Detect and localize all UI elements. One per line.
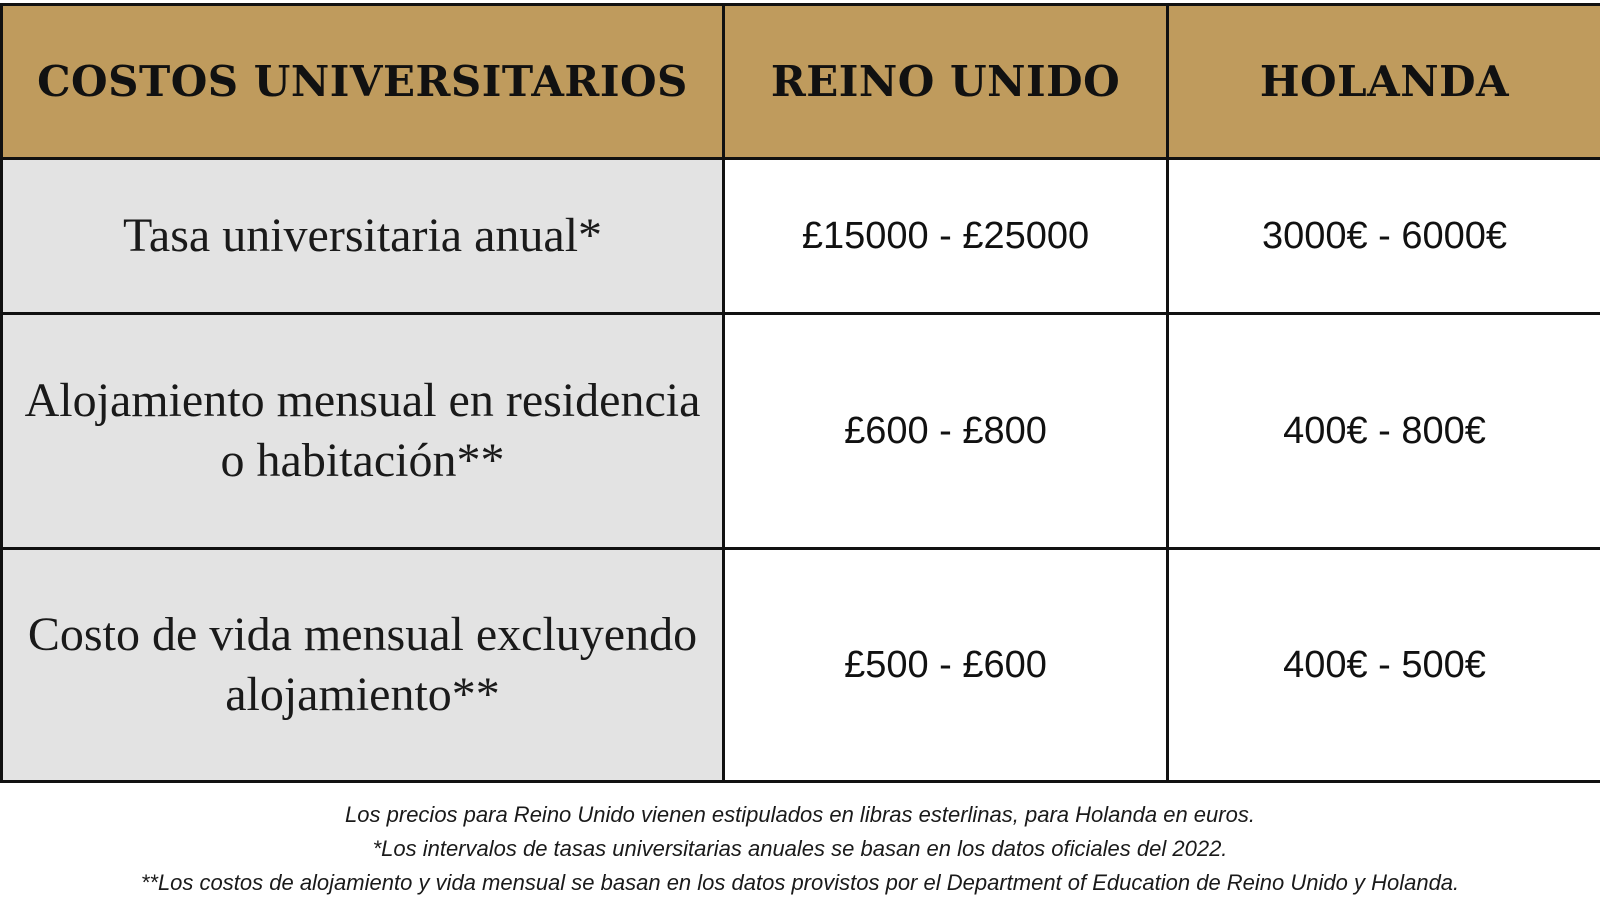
table-row bbox=[2, 314, 1600, 549]
cell-reino-unido-tasa: £15000 - £25000 bbox=[724, 159, 1168, 314]
cell-holanda-costo-vida: 400€ - 500€ bbox=[1168, 549, 1600, 782]
cell-holanda-alojamiento: 400€ - 800€ bbox=[1168, 314, 1600, 549]
header-holanda: HOLANDA bbox=[1168, 5, 1600, 159]
footnote-tasas: *Los intervalos de tasas universitarias anuales se basan en los datos oficiales del 2022. bbox=[372, 836, 1228, 861]
footnote-alojamiento: **Los costos de alojamiento y vida mensual se basan en los datos provistos por el Department of Education de Reino Unido y Holanda. bbox=[140, 870, 1460, 895]
row-label-costo-vida: Costo de vida mensual excluyendo alojamiento** bbox=[2, 549, 724, 782]
footnotes bbox=[0, 798, 1600, 900]
header-reino-unido: REINO UNIDO bbox=[724, 5, 1168, 159]
table-row bbox=[2, 549, 1600, 782]
cost-comparison-table-container bbox=[0, 3, 1600, 783]
row-label-alojamiento: Alojamiento mensual en residencia o habitación** bbox=[2, 314, 724, 549]
cell-holanda-tasa: 3000€ - 6000€ bbox=[1168, 159, 1600, 314]
cost-comparison-table bbox=[0, 3, 1600, 783]
header-costos-universitarios: COSTOS UNIVERSITARIOS bbox=[2, 5, 724, 159]
footnote-currency: Los precios para Reino Unido vienen estipulados en libras esterlinas, para Holanda en euros. bbox=[345, 802, 1255, 827]
cell-reino-unido-alojamiento: £600 - £800 bbox=[724, 314, 1168, 549]
table-row bbox=[2, 159, 1600, 314]
cell-reino-unido-costo-vida: £500 - £600 bbox=[724, 549, 1168, 782]
table-header-row bbox=[2, 5, 1600, 159]
row-label-tasa-anual: Tasa universitaria anual* bbox=[2, 159, 724, 314]
